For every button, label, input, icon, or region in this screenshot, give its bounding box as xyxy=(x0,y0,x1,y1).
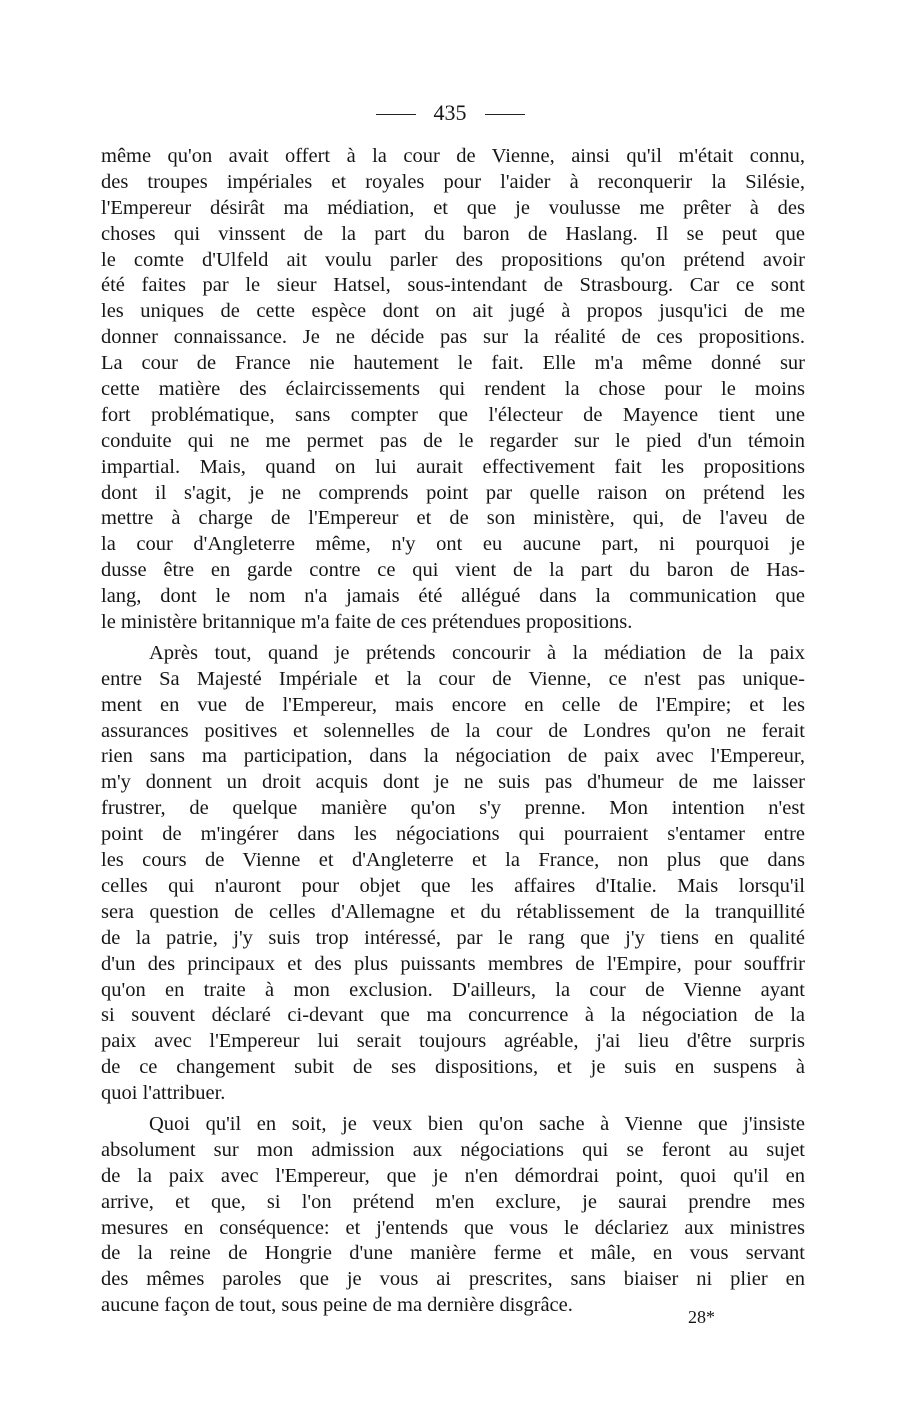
page-number: 435 xyxy=(433,100,467,125)
text-line: dont il s'agit, je ne comprends point par quelle raison on prétend les xyxy=(101,481,805,504)
text-line: cette matière des éclaircissements qui rendent la chose pour le moins xyxy=(101,378,805,401)
text-line: d'un des principaux et des plus puissants membres de l'Empire, pour souffrir xyxy=(101,952,805,975)
text-line: donner connaissance. Je ne décide pas sur la réalité de ces propositions. xyxy=(101,326,805,349)
text-line: La cour de France nie hautement le fait. Elle m'a même donné sur xyxy=(101,352,805,375)
text-line: fort problématique, sans compter que l'électeur de Mayence tient une xyxy=(101,403,805,426)
text-line: choses qui vinssent de la part du baron de Haslang. Il se peut que xyxy=(101,222,805,245)
text-line: de la patrie, j'y suis trop intéressé, par le rang que j'y tiens en qualité xyxy=(101,926,805,949)
text-line: celles qui n'auront pour objet que les affaires d'Italie. Mais lorsqu'il xyxy=(101,874,805,897)
text-line: dusse être en garde contre ce qui vient de la part du baron de Has- xyxy=(101,559,805,582)
text-line: quoi l'attribuer. xyxy=(101,1082,226,1105)
text-line: les cours de Vienne et d'Angleterre et la France, non plus que dans xyxy=(101,849,805,872)
text-line: le comte d'Ulfeld ait voulu parler des propositions qu'on prétend avoir xyxy=(101,248,805,271)
text-line: les uniques de cette espèce dont on ait jugé à propos jusqu'ici de me xyxy=(101,300,805,323)
text-line: rien sans ma participation, dans la négociation de paix avec l'Empereur, xyxy=(101,745,805,768)
text-line: de la reine de Hongrie d'une manière ferme et mâle, en vous servant xyxy=(101,1242,805,1265)
text-line: absolument sur mon admission aux négociations qui se feront au sujet xyxy=(101,1138,805,1161)
text-line: même qu'on avait offert à la cour de Vienne, ainsi qu'il m'était connu, xyxy=(101,145,805,167)
text-line: la cour d'Angleterre même, n'y ont eu aucune part, ni pourquoi je xyxy=(101,533,805,556)
text-line: de ce changement subit de ses dispositions, et je suis en suspens à xyxy=(101,1056,805,1079)
text-line: entre Sa Majesté Impériale et la cour de Vienne, ce n'est pas unique- xyxy=(101,667,805,690)
text-line: paix avec l'Empereur lui serait toujours agréable, j'ai lieu d'être surpris xyxy=(101,1030,805,1053)
paragraph xyxy=(101,1112,805,1319)
body-text xyxy=(101,144,805,1319)
text-line: frustrer, de quelque manière qu'on s'y prenne. Mon intention n'est xyxy=(101,797,805,820)
paragraph xyxy=(101,144,805,636)
paragraph xyxy=(101,641,805,1107)
text-line: Après tout, quand je prétends concourir à la médiation de la paix xyxy=(149,641,805,664)
text-line: de la paix avec l'Empereur, que je n'en démordrai point, quoi qu'il en xyxy=(101,1164,805,1187)
text-line: lang, dont le nom n'a jamais été allégué dans la communication que xyxy=(101,585,805,608)
text-line: sera question de celles d'Allemagne et du rétablissement de la tranquillité xyxy=(101,900,805,923)
text-line: mettre à charge de l'Empereur et de son ministère, qui, de l'aveu de xyxy=(101,507,805,530)
text-line: point de m'ingérer dans les négociations qui pourraient s'entamer entre xyxy=(101,823,805,846)
text-line: Quoi qu'il en soit, je veux bien qu'on sache à Vienne que j'insiste xyxy=(149,1112,805,1135)
text-line: assurances positives et solennelles de la cour de Londres qu'on ne ferait xyxy=(101,719,805,742)
text-line: conduite qui ne me permet pas de le regarder sur le pied d'un témoin xyxy=(101,429,805,452)
header-rule-left xyxy=(376,114,416,115)
text-line: qu'on en traite à mon exclusion. D'ailleurs, la cour de Vienne ayant xyxy=(101,978,805,1001)
text-line: des troupes impériales et royales pour l'aider à reconquerir la Silésie, xyxy=(101,170,805,193)
text-line: m'y donnent un droit acquis dont je ne suis pas d'humeur de me laisser xyxy=(101,771,805,794)
text-line: des mêmes paroles que je vous ai prescrites, sans biaiser ni plier en xyxy=(101,1268,805,1291)
text-line: ment en vue de l'Empereur, mais encore en celle de l'Empire; et les xyxy=(101,693,805,716)
page-header xyxy=(0,100,900,126)
header-rule-right xyxy=(485,114,525,115)
text-line: mesures en conséquence: et j'entends que vous le déclariez aux ministres xyxy=(101,1216,805,1239)
text-line: le ministère britannique m'a faite de ces prétendues propositions. xyxy=(101,611,633,634)
signature-mark: 28* xyxy=(688,1307,715,1327)
text-line: si souvent déclaré ci-devant que ma concurrence à la négociation de la xyxy=(101,1004,805,1027)
text-line: été faites par le sieur Hatsel, sous-intendant de Strasbourg. Car ce sont xyxy=(101,274,805,297)
text-line: impartial. Mais, quand on lui aurait effectivement fait les propositions xyxy=(101,455,805,478)
text-line: l'Empereur désirât ma médiation, et que je voulusse me prêter à des xyxy=(101,196,805,219)
text-line: arrive, et que, si l'on prétend m'en exclure, je saurai prendre mes xyxy=(101,1190,805,1213)
text-line: aucune façon de tout, sous peine de ma dernière disgrâce. xyxy=(101,1294,573,1317)
